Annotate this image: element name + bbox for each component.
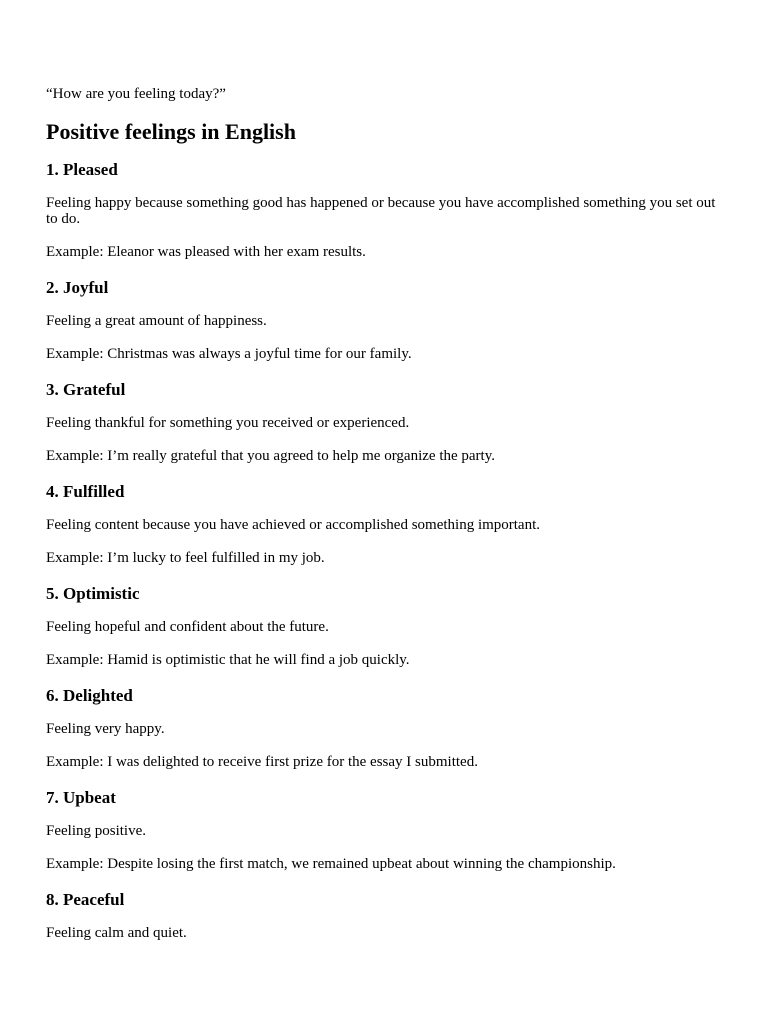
entry-pleased — [46, 160, 726, 260]
entry-heading: 4. Fulfilled — [46, 482, 125, 501]
entries-list — [46, 160, 726, 958]
entry-grateful — [46, 380, 726, 464]
entry-optimistic — [46, 584, 726, 668]
entry-definition: Feeling content because you have achieved or accomplished something important. — [46, 517, 541, 533]
entry-definition: Feeling positive. — [46, 823, 146, 839]
entry-heading: 6. Delighted — [46, 686, 133, 705]
entry-fulfilled — [46, 482, 726, 566]
intro-quote: “How are you feeling today?” — [46, 86, 226, 102]
entry-example: Example: Eleanor was pleased with her exam results. — [46, 244, 366, 260]
entry-joyful — [46, 278, 726, 362]
entry-heading: 1. Pleased — [46, 160, 118, 179]
entry-heading: 7. Upbeat — [46, 788, 116, 807]
entry-definition: Feeling calm and quiet. — [46, 925, 187, 941]
entry-heading: 5. Optimistic — [46, 584, 140, 603]
entry-heading: 2. Joyful — [46, 278, 109, 297]
entry-definition: Feeling thankful for something you received or experienced. — [46, 415, 410, 431]
entry-heading: 3. Grateful — [46, 380, 126, 399]
entry-delighted — [46, 686, 726, 770]
entry-example: Example: Despite losing the first match, we remained upbeat about winning the championship. — [46, 856, 616, 872]
entry-definition: Feeling a great amount of happiness. — [46, 313, 267, 329]
entry-example: Example: I’m really grateful that you agreed to help me organize the party. — [46, 448, 495, 464]
entry-definition: Feeling hopeful and confident about the future. — [46, 619, 329, 635]
entry-example: Example: Hamid is optimistic that he will find a job quickly. — [46, 652, 410, 668]
entry-definition: Feeling happy because something good has happened or because you have accomplished something you set out to do. — [46, 195, 716, 227]
entry-peaceful — [46, 890, 726, 941]
entry-example: Example: Christmas was always a joyful time for our family. — [46, 346, 412, 362]
entry-upbeat — [46, 788, 726, 872]
entry-heading: 8. Peaceful — [46, 890, 125, 909]
page-title: Positive feelings in English — [46, 119, 296, 144]
entry-definition: Feeling very happy. — [46, 721, 165, 737]
entry-example: Example: I’m lucky to feel fulfilled in my job. — [46, 550, 325, 566]
entry-example: Example: I was delighted to receive first prize for the essay I submitted. — [46, 754, 478, 770]
